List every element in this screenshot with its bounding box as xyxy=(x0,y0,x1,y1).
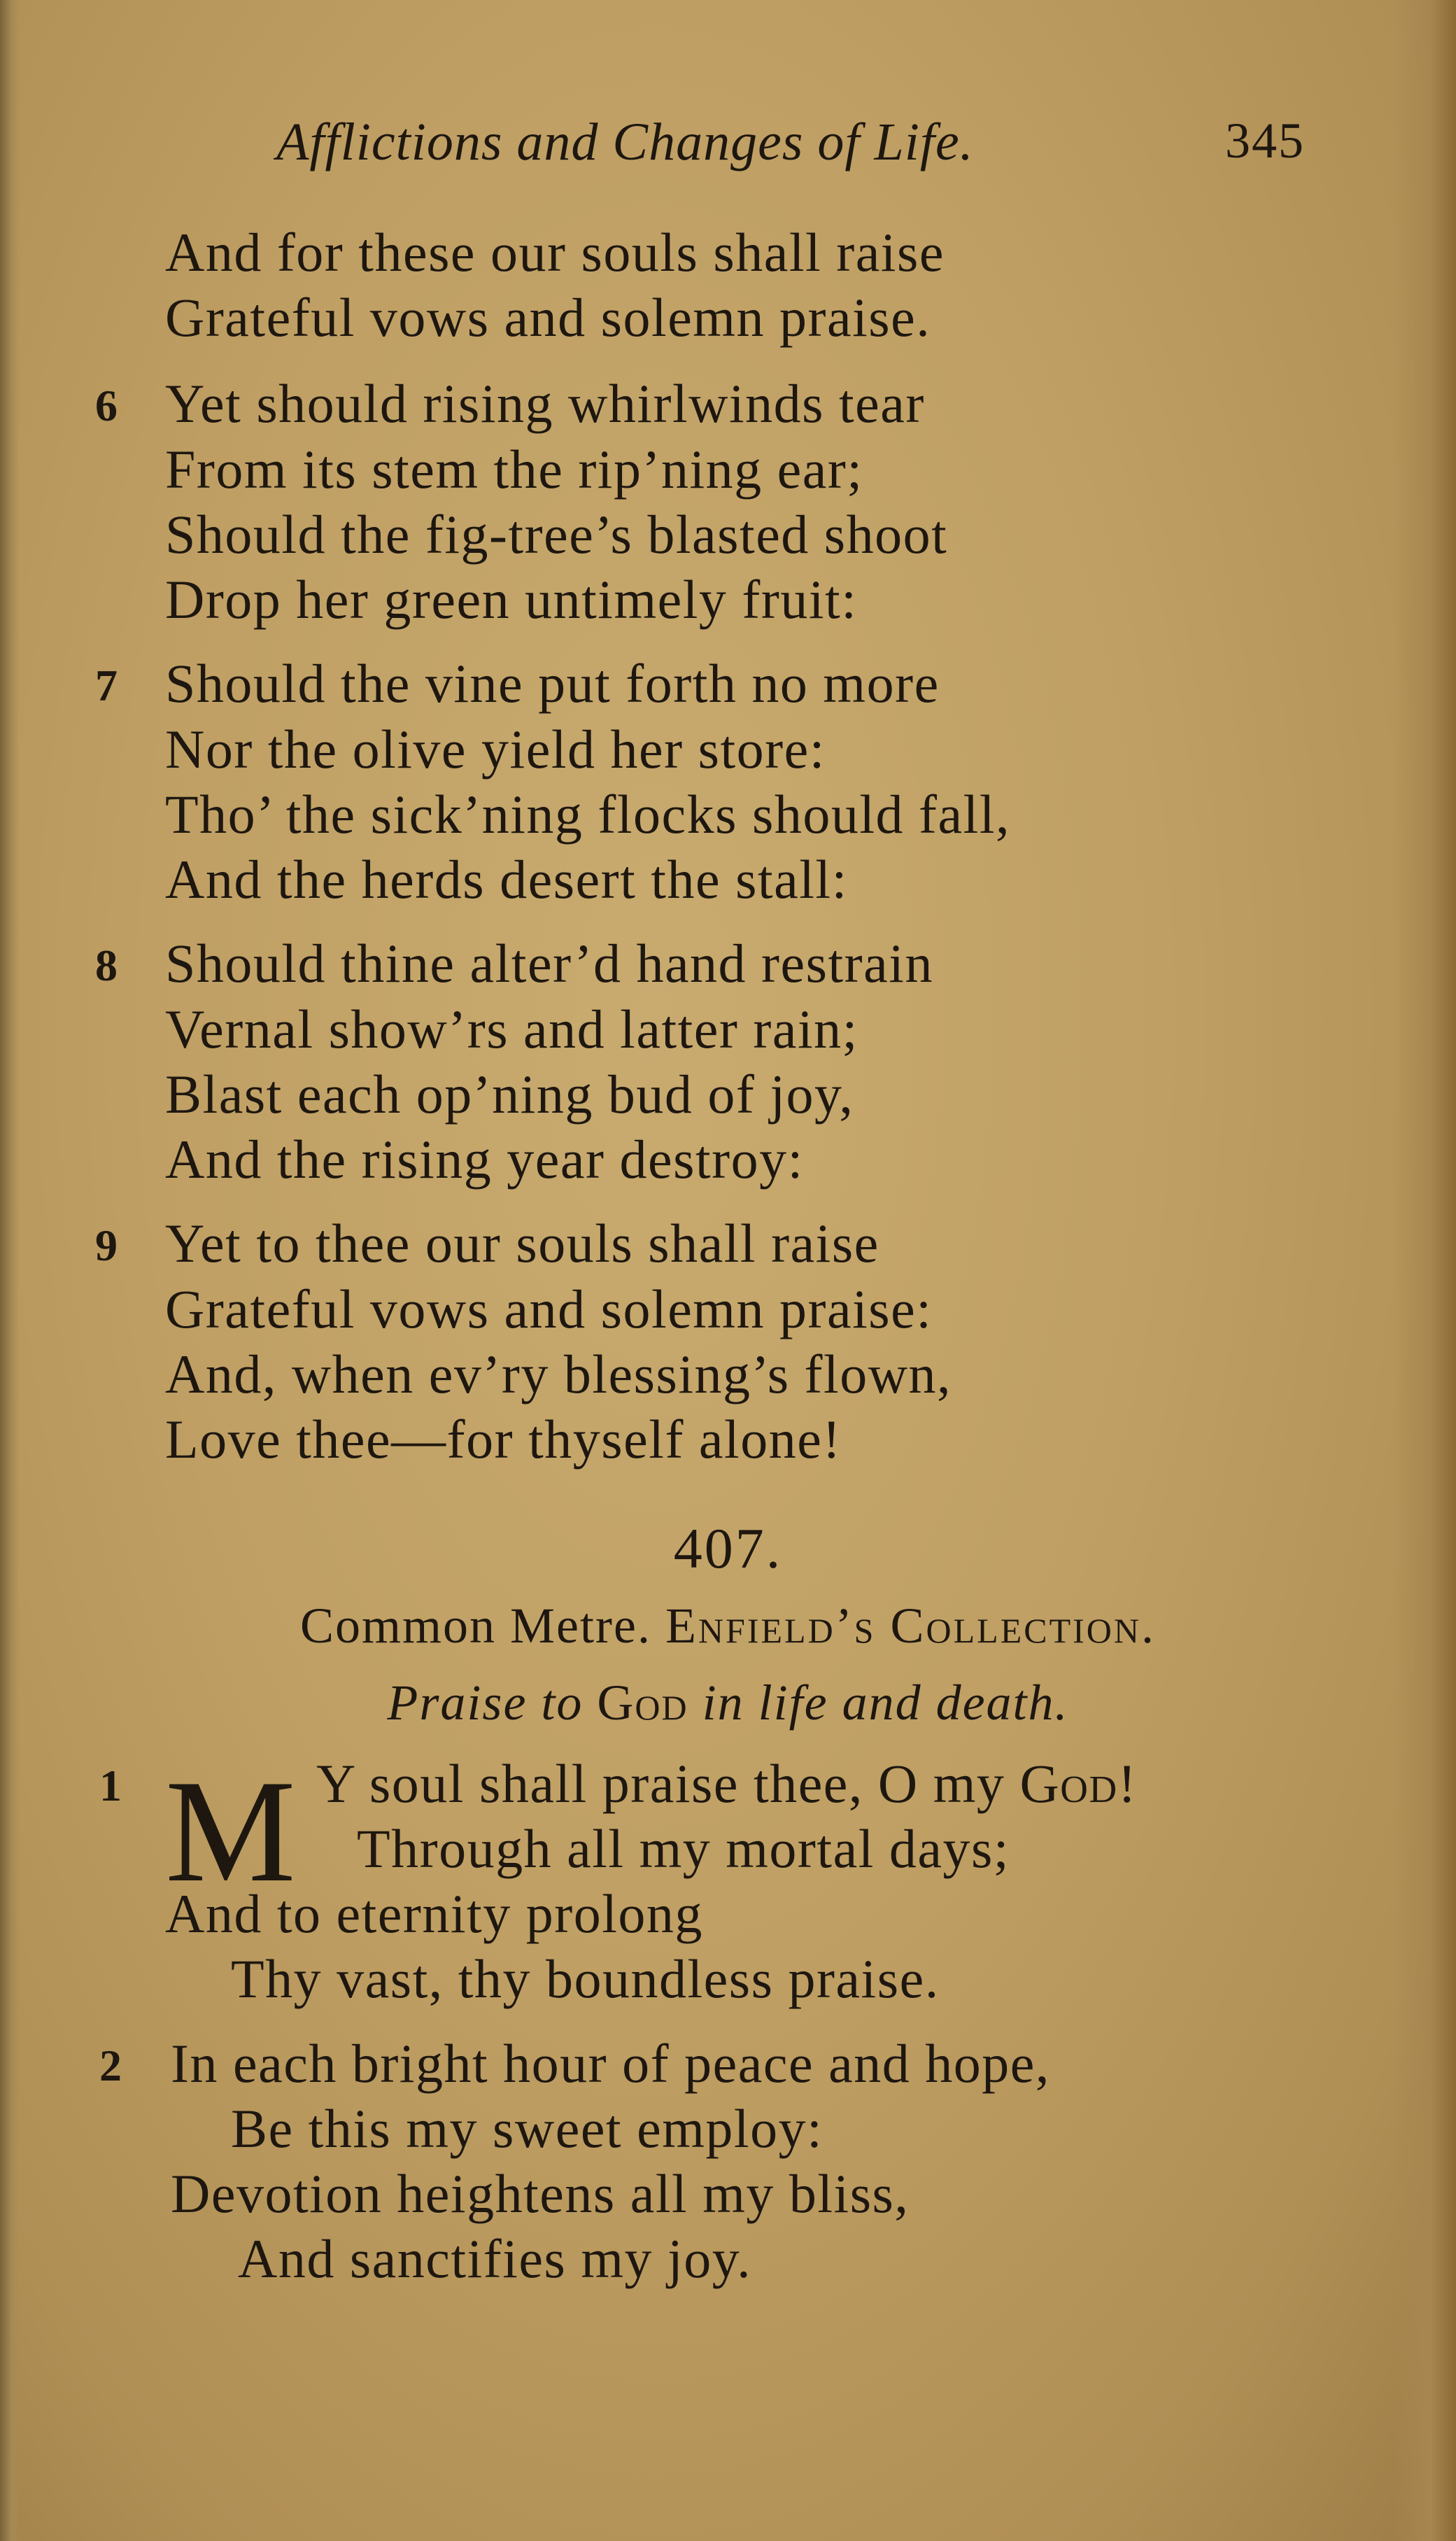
verse-line: And for these our souls shall raise xyxy=(165,222,945,283)
running-title: Afflictions and Changes of Life. xyxy=(276,113,974,171)
verse-line: Devotion heightens all my bliss, xyxy=(171,2163,910,2224)
drop-cap: M xyxy=(165,1750,296,1913)
verse-line: And to eternity prolong xyxy=(165,1883,703,1944)
verse-line xyxy=(316,1753,1138,1814)
verse-line: Nor the olive yield her store: xyxy=(165,719,826,780)
verse-line: In each bright hour of peace and hope, xyxy=(171,2033,1050,2094)
subtitle-pre: Praise to xyxy=(387,1675,584,1731)
verse-line: Grateful vows and solemn praise. xyxy=(165,287,931,348)
verse-line: And sanctifies my joy. xyxy=(238,2228,752,2289)
verse-line: And the rising year destroy: xyxy=(165,1129,804,1190)
hymn-source: Enfield’s Collection. xyxy=(665,1598,1156,1654)
verse-line: Through all my mortal days; xyxy=(357,1818,1010,1879)
verse-line: Vernal show’rs and latter rain; xyxy=(165,999,858,1060)
verse-line: Yet should rising whirlwinds tear xyxy=(165,373,925,434)
verse-number: 8 xyxy=(95,941,118,990)
verse-line: Be this my sweet employ: xyxy=(231,2098,824,2159)
verse-line: Love thee—for thyself alone! xyxy=(165,1409,842,1470)
verse-line: And the herds desert the stall: xyxy=(165,849,848,910)
verse-line: Yet to thee our souls shall raise xyxy=(165,1213,879,1274)
verse-number: 9 xyxy=(95,1220,118,1270)
verse-number: 2 xyxy=(99,2041,122,2090)
verse-number: 6 xyxy=(95,381,118,430)
verse-line-text: Y soul shall praise thee, O my xyxy=(316,1753,1005,1814)
verse-line: Should thine alter’d hand restrain xyxy=(165,933,933,994)
verse-line-god: God! xyxy=(1019,1753,1138,1814)
verse-line: And, when ev’ry blessing’s flown, xyxy=(165,1344,952,1405)
verse-number: 1 xyxy=(99,1761,122,1810)
hymn-subtitle xyxy=(0,1675,1456,1731)
verse-line: Thy vast, thy boundless praise. xyxy=(231,1948,940,2009)
subtitle-post: in life and death. xyxy=(702,1675,1069,1731)
verse-line: Drop her green untimely fruit: xyxy=(165,569,858,630)
hymn-number: 407. xyxy=(673,1516,783,1580)
verse-line: Grateful vows and solemn praise: xyxy=(165,1279,933,1339)
hymn-metre-source xyxy=(0,1598,1456,1654)
verse-line: Tho’ the sick’ning flocks should fall, xyxy=(165,784,1010,845)
page-number: 345 xyxy=(1225,113,1305,169)
verse-number: 7 xyxy=(95,661,118,710)
hymn-metre: Common Metre. xyxy=(300,1598,651,1654)
verse-line: Should the vine put forth no more xyxy=(165,653,940,714)
verse-line: Blast each op’ning bud of joy, xyxy=(165,1064,854,1125)
verse-line: From its stem the rip’ning ear; xyxy=(165,439,863,500)
verse-line: Should the fig-tree’s blasted shoot xyxy=(165,504,948,565)
subtitle-god: God xyxy=(597,1675,688,1731)
